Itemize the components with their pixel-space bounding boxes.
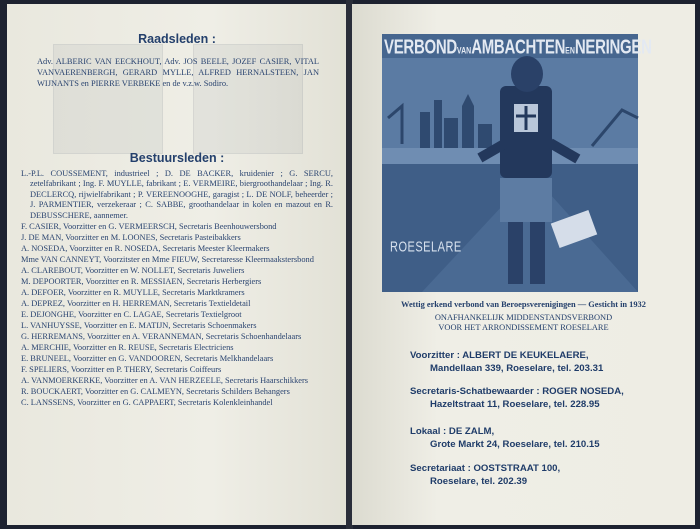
poster-title: VERBONDVANAMBACHTENENNERINGEN (384, 36, 652, 59)
org-line-1: ONAFHANKELIJK MIDDENSTANDSVERBOND (434, 313, 613, 322)
contact-secretariat-detail: Roeselare, tel. 202.39 (430, 475, 528, 487)
contact-secretary-detail: Hazeltstraat 11, Roeselare, tel. 228.95 (430, 398, 600, 410)
contact-secretary-label: Secretaris-Schatbewaarder : ROGER NOSEDA, (410, 386, 624, 397)
contact-secretariat (410, 463, 560, 488)
board-entry: L. VANHUYSSE, Voorzitter en E. MATIJN, Secretaris Schoenmakers (21, 320, 257, 330)
contact-chairman-label: Voorzitter : ALBERT DE KEUKELAERE, (410, 350, 589, 361)
right-page (352, 4, 695, 525)
board-entry: A. DEFOER, Voorzitter en R. MUYLLE, Secretaris Marktkramers (21, 287, 245, 297)
board-entry: A. NOSEDA, Voorzitter en R. NOSEDA, Secretaris Meester Kleermakers (21, 243, 270, 253)
recognition-line: Wettig erkend verbond van Beroepsverenigingen — Gesticht in 1932 (401, 300, 646, 309)
council-title: Raadsleden : (138, 32, 216, 46)
board-entry: A. MERCHIE, Voorzitter en R. REUSE, Secretaris Electriciens (21, 342, 234, 352)
board-entry: E. BRUNEEL, Voorzitter en G. VANDOOREN, Secretaris Melkhandelaars (21, 353, 274, 363)
poster-illustration (382, 34, 652, 292)
contact-secretariat-label: Secretariaat : OOSTSTRAAT 100, (410, 463, 561, 474)
board-entry: A. CLAREBOUT, Voorzitter en W. NOLLET, Secretaris Juweliers (21, 265, 245, 275)
contact-venue (410, 426, 600, 451)
board-entry: F. CASIER, Voorzitter en G. VERMEERSCH, Secretaris Beenhouwersbond (21, 221, 277, 231)
contact-secretary (410, 386, 624, 411)
contact-venue-detail: Grote Markt 24, Roeselare, tel. 210.15 (430, 438, 600, 450)
board-entry: M. DEPOORTER, Voorzitter en R. MESSIAEN, Secretaris Herbergiers (21, 276, 262, 286)
contact-chairman-detail: Mandellaan 339, Roeselare, tel. 203.31 (430, 362, 604, 374)
contact-venue-label: Lokaal : DE ZALM, (410, 426, 495, 437)
org-line-2: VOOR HET ARRONDISSEMENT ROESELARE (438, 323, 609, 332)
board-entry: A. VANMOERKERKE, Voorzitter en A. VAN HERZEELE, Secretaris Haarschikkers (21, 375, 309, 385)
board-entry: Mme VAN CANNEYT, Voorzitster en Mme FIEUW, Secretaresse Kleermaakstersbond (21, 254, 314, 264)
board-title: Bestuursleden : (129, 151, 225, 165)
board-entry: F. SPELIERS, Voorzitter en P. THERY, Secretaris Coiffeurs (21, 364, 222, 374)
board-list (21, 169, 333, 409)
poster-city-label: ROESELARE (390, 240, 462, 256)
board-entry: J. DE MAN, Voorzitter en M. LOONES, Secretaris Pasteibakkers (21, 232, 241, 242)
board-entry: L.-P.L. COUSSEMENT, industrieel ; D. DE BACKER, kruidenier ; G. SERCU, zetelfabrikant ; Ing. F. MUYLLE, fabrikant ; E. VERMEIRE, biergroothandelaar ; Ing. R. DECLERCQ, rijwielfabrikant ; P. VEREENOOGHE, garagist ; L. DE NOLF, beheerder ; J. PARMENTIER, verzekeraar ; C. SABBE, groothandelaar in kolen en mazout en R. DEBUSSCHERE, aannemer. (21, 169, 333, 220)
left-page (7, 4, 347, 525)
contact-chairman (410, 350, 603, 375)
board-entry: R. BOUCKAERT, Voorzitter en G. CALMEYN, Secretaris Schilders Behangers (21, 386, 290, 396)
board-entry: E. DEJONGHE, Voorzitter en C. LAGAE, Secretaris Textielgroot (21, 309, 242, 319)
board-entry: A. DEPREZ, Voorzitter en H. HERREMAN, Secretaris Textieldetail (21, 298, 251, 308)
council-members: Adv. ALBERIC VAN EECKHOUT, Adv. JOS BEELE, JOZEF CASIER, VITAL VANVAERENBERGH, GERARD MYLLE, ALFRED HERNALSTEEN, JAN WIJNANTS en PIERRE VERBEKE en de v.z.w. Sodiro. (37, 57, 319, 88)
board-entry: C. LANSSENS, Voorzitter en G. CAPPAERT, Secretaris Kolenkleinhandel (21, 397, 273, 407)
board-entry: G. HERREMANS, Voorzitter en A. VERANNEMAN, Secretaris Schoenhandelaars (21, 331, 302, 341)
